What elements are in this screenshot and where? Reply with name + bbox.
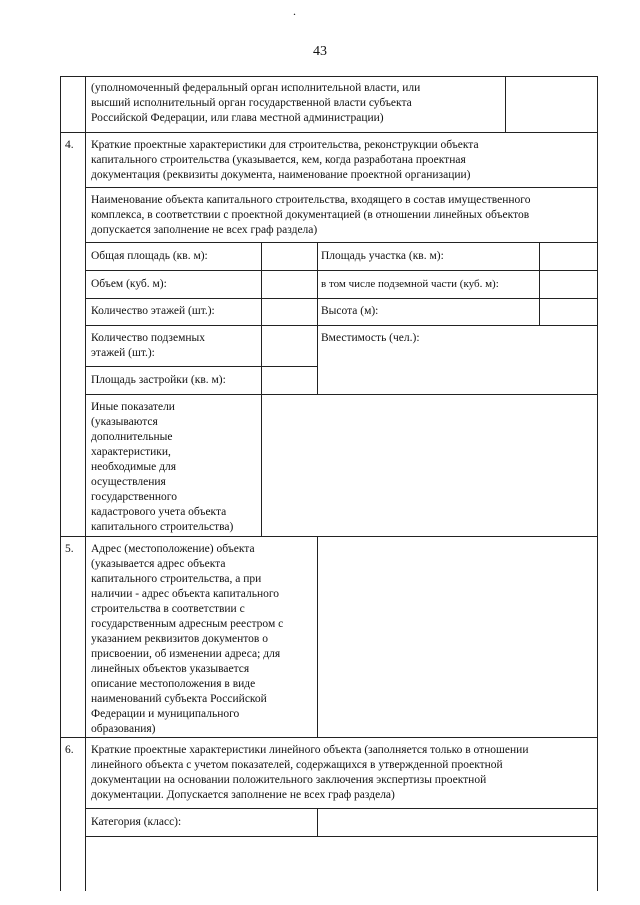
rule-category-bottom — [85, 836, 598, 837]
scan-dot: . — [293, 4, 296, 18]
section-4-heading-2: капитального строительства (указывается, кем, когда разработана проектная — [91, 154, 466, 166]
address-line-4: наличии - адрес объекта капитального — [91, 588, 280, 600]
underground-floors-label-1: Количество подземных — [91, 332, 205, 344]
total-area-label: Общая площадь (кв. м): — [91, 250, 208, 262]
address-line-13: образования) — [91, 723, 156, 735]
section-6-number: 6. — [65, 744, 74, 756]
rule-complex-bottom — [85, 242, 598, 243]
rule-section5-bottom — [60, 737, 598, 738]
rule-s6-heading-bottom — [85, 808, 598, 809]
underground-volume-label: в том числе подземной части (куб. м): — [321, 278, 499, 290]
other-indicators-3: дополнительные — [91, 431, 173, 443]
section-6-heading-2: линейного объекта с учетом показателей, содержащихся в утвержденной проектной — [91, 759, 503, 771]
s4-value-divider-right — [539, 242, 540, 325]
authority-box-right — [505, 76, 506, 132]
built-area-label: Площадь застройки (кв. м): — [91, 374, 226, 386]
other-indicators-6: осуществления — [91, 476, 166, 488]
rule-built-area-bottom — [85, 394, 598, 395]
underground-floors-label-2: этажей (шт.): — [91, 347, 155, 359]
s6-category-divider — [317, 808, 318, 836]
height-label: Высота (м): — [321, 305, 379, 317]
rule-section4-bottom — [60, 536, 598, 537]
section-6-heading-4: документации. Допускается заполнение не всех граф раздела) — [91, 789, 395, 801]
address-line-3: капитального строительства, а при — [91, 573, 262, 585]
section-5-number: 5. — [65, 543, 74, 555]
other-indicators-1: Иные показатели — [91, 401, 175, 413]
other-indicators-9: капитального строительства) — [91, 521, 234, 533]
other-indicators-7: государственного — [91, 491, 177, 503]
section-6-heading-3: документации на основании положительного заключения экспертизы проектной — [91, 774, 487, 786]
address-line-9: линейных объектов указывается — [91, 663, 250, 675]
address-line-6: государственным адресным реестром с — [91, 618, 284, 630]
table-border-left — [60, 76, 61, 891]
complex-name-3: допускается заполнение не всех граф раздела) — [91, 224, 318, 236]
volume-label: Объем (куб. м): — [91, 278, 167, 290]
complex-name-1: Наименование объекта капитального строительства, входящего в состав имущественного — [91, 194, 531, 206]
rule-underground-left-bottom — [85, 366, 317, 367]
section-4-heading-1: Краткие проектные характеристики для строительства, реконструкции объекта — [91, 139, 479, 151]
authority-line-1: (уполномоченный федеральный орган исполнительной власти, или — [91, 82, 421, 94]
authority-line-2: высший исполнительный орган государственной власти субъекта — [91, 97, 412, 109]
floors-label: Количество этажей (шт.): — [91, 305, 215, 317]
number-column-divider — [85, 76, 86, 891]
rule-authority-bottom — [60, 132, 598, 133]
address-line-12: Федерации и муниципального — [91, 708, 240, 720]
other-indicators-4: характеристики, — [91, 446, 171, 458]
category-label: Категория (класс): — [91, 816, 182, 828]
form-table — [60, 76, 598, 891]
s4-middle-divider — [317, 242, 318, 394]
section-6-heading-1: Краткие проектные характеристики линейного объекта (заполняется только в отношении — [91, 744, 529, 756]
address-line-1: Адрес (местоположение) объекта — [91, 543, 255, 555]
rule-top — [60, 76, 598, 77]
rule-floors-row-bottom — [85, 325, 598, 326]
rule-area-row-bottom — [85, 270, 598, 271]
other-indicators-8: кадастрового учета объекта — [91, 506, 227, 518]
page-number: 43 — [313, 44, 327, 59]
capacity-label: Вместимость (чел.): — [321, 332, 420, 344]
complex-name-2: комплекса, в соответствии с проектной документацией (в отношении линейных объектов — [91, 209, 530, 221]
address-line-10: описание местоположения в виде — [91, 678, 256, 690]
rule-volume-row-bottom — [85, 298, 598, 299]
address-line-11: наименований субъекта Российской — [91, 693, 267, 705]
address-line-5: строительства в соответствии с — [91, 603, 245, 615]
address-line-7: указанием реквизитов документов о — [91, 633, 268, 645]
plot-area-label: Площадь участка (кв. м): — [321, 250, 444, 262]
address-line-8: присвоении, об изменении адреса; для — [91, 648, 281, 660]
table-border-right — [597, 76, 598, 891]
rule-s4-heading-bottom — [85, 187, 598, 188]
address-line-2: (указывается адрес объекта — [91, 558, 226, 570]
authority-line-3: Российской Федерации, или глава местной администрации) — [91, 112, 384, 124]
section-4-heading-3: документация (реквизиты документа, наименование проектной организации) — [91, 169, 471, 181]
section-4-number: 4. — [65, 139, 74, 151]
s4-value-divider-left — [261, 242, 262, 536]
other-indicators-2: (указываются — [91, 416, 158, 428]
s5-divider — [317, 536, 318, 737]
other-indicators-5: необходимые для — [91, 461, 177, 473]
